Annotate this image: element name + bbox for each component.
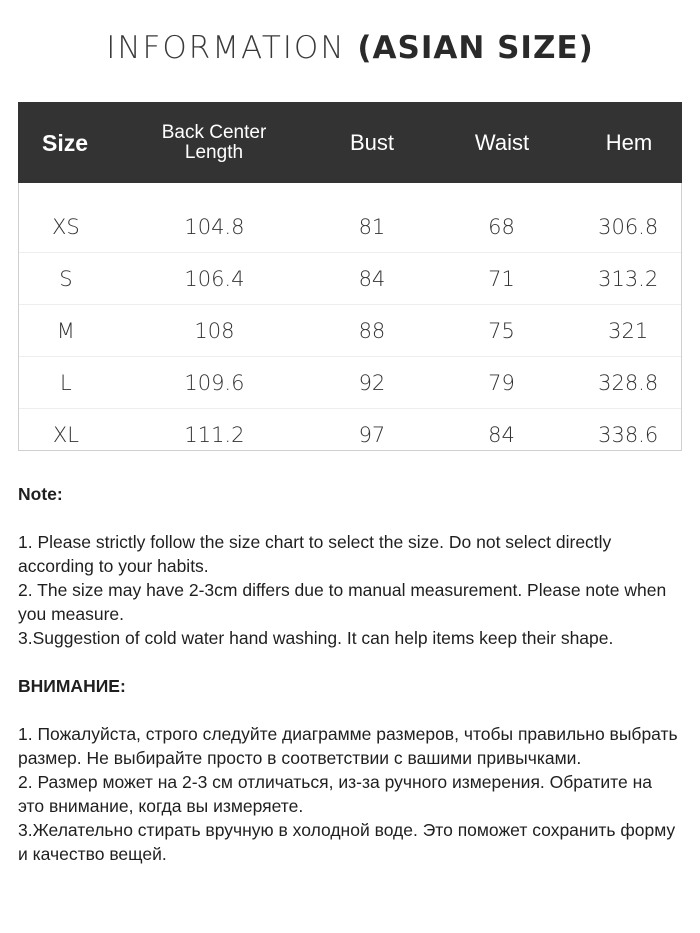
header-waist: Waist	[474, 129, 530, 155]
note-item-3: 3.Suggestion of cold water hand washing. It can help items keep their shape.	[18, 628, 614, 648]
table-row	[19, 409, 681, 461]
ru-note-item-1: 1. Пожалуйста, строго следуйте диаграмме размеров, чтобы правильно выбрать размер. Не выбирайте просто в соответствии с вашими привычками.	[18, 724, 678, 768]
cell-size: L	[60, 370, 72, 395]
note-heading: Note:	[18, 484, 63, 504]
ru-note-item-2: 2. Размер может на 2-3 см отличаться, из-за ручного измерения. Обратите на это внимание, когда вы измеряете.	[18, 772, 652, 816]
cell-hem: 313.2	[598, 266, 659, 291]
title-bold: (ASIAN SIZE)	[357, 30, 594, 66]
table-row	[19, 305, 681, 357]
table-row	[19, 253, 681, 305]
cell-hem: 338.6	[598, 423, 659, 447]
cell-bust: 88	[358, 318, 386, 343]
header-back-center-line1: Back Center	[161, 121, 267, 143]
cell-back-center-length: 106.4	[184, 266, 245, 291]
header-size: Size	[41, 129, 89, 156]
header-hem: Hem	[605, 129, 653, 155]
cell-hem: 321	[608, 318, 649, 343]
cell-waist: 71	[488, 266, 515, 291]
cell-waist: 75	[488, 318, 515, 343]
cell-waist: 84	[488, 423, 515, 447]
cell-back-center-length: 104.8	[184, 214, 245, 239]
table-row	[19, 357, 681, 409]
cell-bust: 97	[358, 423, 386, 447]
size-table	[18, 102, 682, 451]
table-row	[19, 201, 681, 253]
notes-section	[18, 482, 682, 866]
cell-waist: 68	[488, 214, 515, 239]
header-bust: Bust	[349, 129, 395, 155]
note-item-1: 1. Please strictly follow the size chart to select the size. Do not select directly according to your habits.	[18, 532, 612, 576]
table-body	[19, 201, 681, 461]
header-back-center-line2: Length	[184, 141, 244, 163]
cell-bust: 81	[358, 214, 386, 239]
table-header	[18, 102, 682, 183]
cell-size: XL	[52, 423, 79, 447]
cell-bust: 84	[358, 266, 386, 291]
cell-size: S	[59, 266, 73, 291]
ru-note-heading: ВНИМАНИЕ:	[18, 676, 126, 696]
cell-size: XS	[52, 214, 80, 239]
cell-bust: 92	[358, 370, 386, 395]
note-item-2: 2. The size may have 2-3cm differs due to manual measurement. Please note when you measure.	[18, 580, 667, 624]
cell-back-center-length: 108	[194, 318, 235, 343]
title-normal: INFORMATION	[106, 30, 358, 66]
cell-back-center-length: 109.6	[184, 370, 245, 395]
ru-note-item-3: 3.Желательно стирать вручную в холодной воде. Это поможет сохранить форму и качество вещей.	[18, 820, 676, 864]
cell-waist: 79	[488, 370, 515, 395]
page-title	[0, 30, 700, 66]
cell-back-center-length: 111.2	[184, 423, 245, 447]
header-back-center-length	[112, 102, 316, 183]
cell-size: M	[56, 318, 75, 343]
cell-hem: 328.8	[598, 370, 659, 395]
cell-hem: 306.8	[598, 214, 659, 239]
